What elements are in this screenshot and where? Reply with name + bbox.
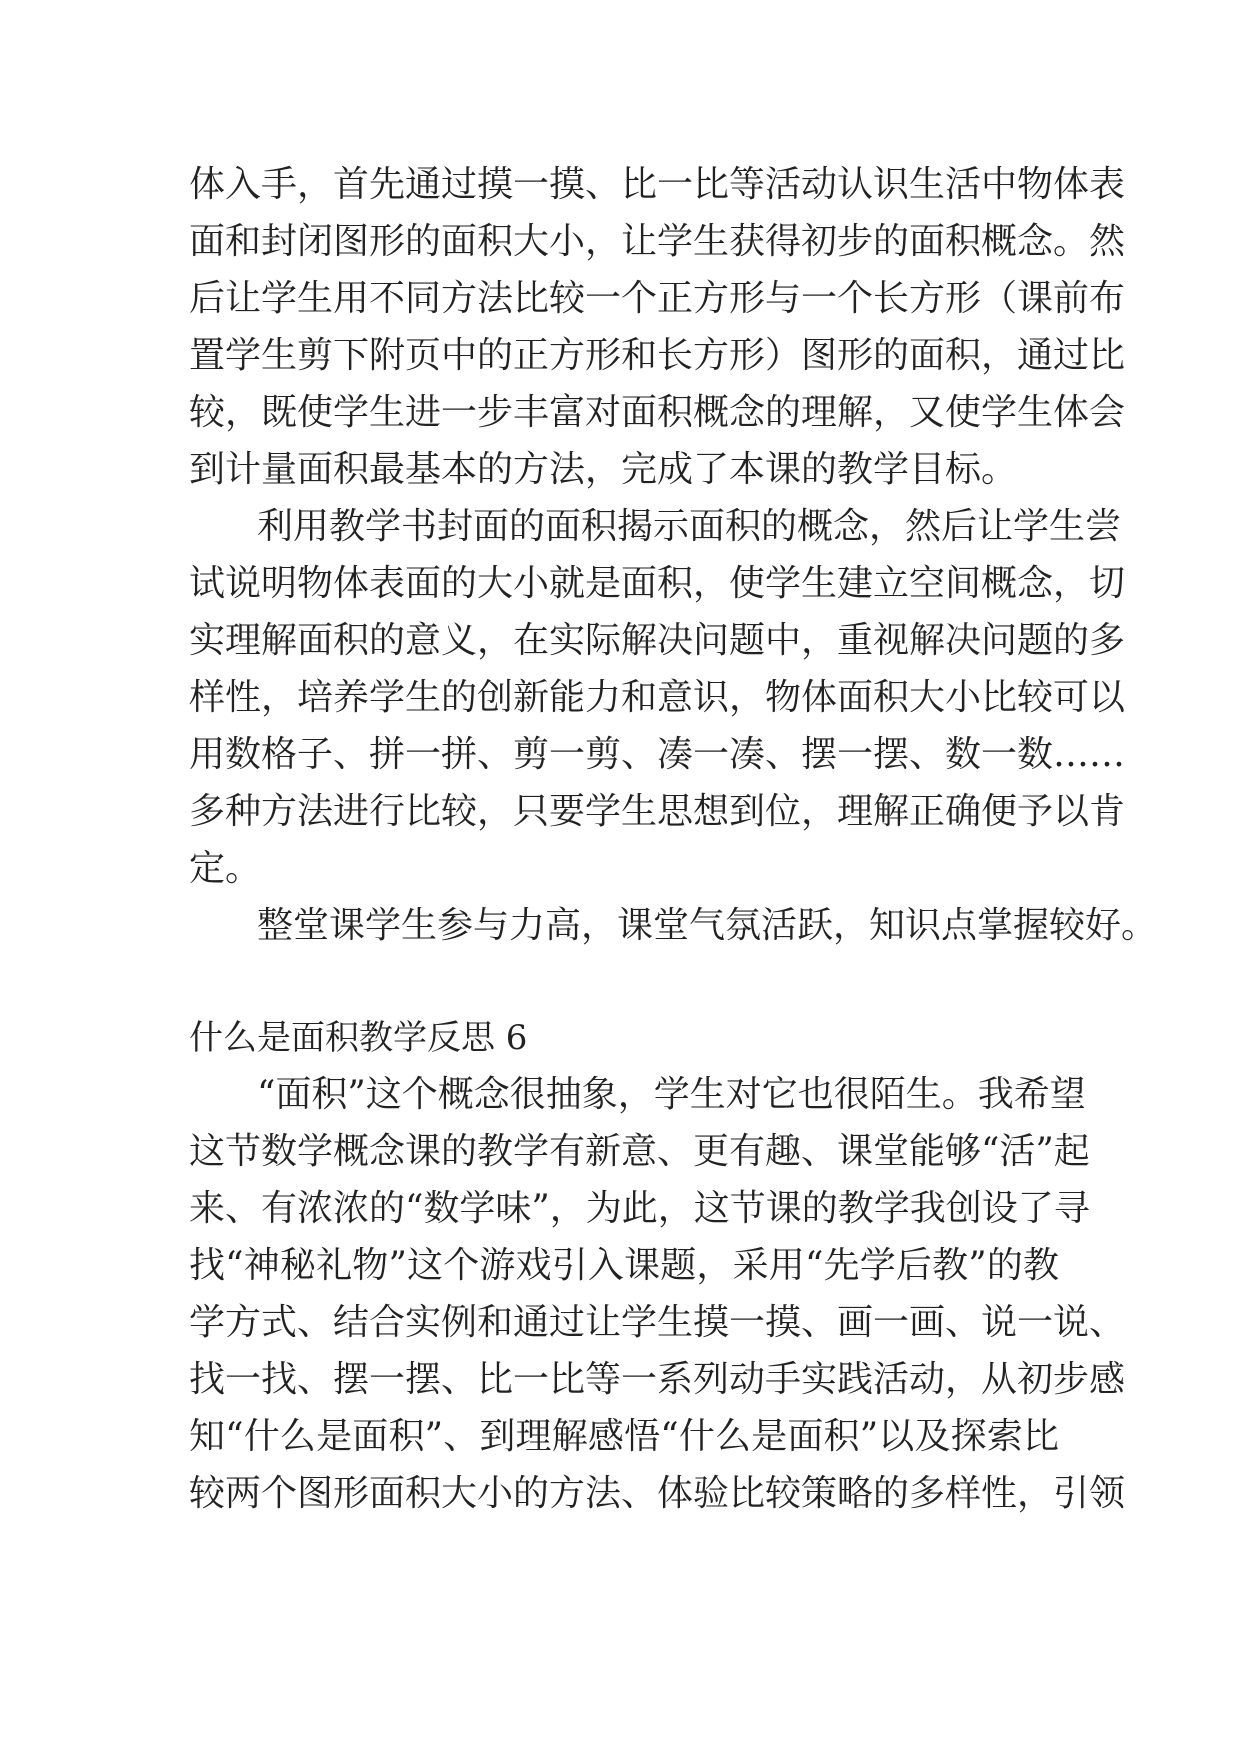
paragraph-4-line-6: 找一找、摆一摆、比一比等一系列动手实践活动，从初步感: [189, 1359, 1126, 1400]
paragraph-2-line-1: 利用教学书封面的面积揭示面积的概念，然后让学生尝: [257, 506, 1122, 547]
paragraph-1-line-1: 体入手，首先通过摸一摸、比一比等活动认识生活中物体表: [189, 164, 1126, 205]
paragraph-1-line-5: 较，既使学生进一步丰富对面积概念的理解，又使学生体会: [189, 392, 1126, 433]
paragraph-1-line-6: 到计量面积最基本的方法，完成了本课的教学目标。: [189, 449, 1018, 490]
paragraph-1-line-3: 后让学生用不同方法比较一个正方形与一个长方形（课前布: [189, 278, 1126, 319]
paragraph-1-line-2: 面和封闭图形的面积大小，让学生获得初步的面积概念。然: [189, 221, 1126, 262]
paragraph-2-line-6: 多种方法进行比较，只要学生思想到位，理解正确便予以肯: [189, 791, 1126, 832]
paragraph-2-line-7: 定。: [189, 848, 262, 889]
paragraph-4-line-7: 知“什么是面积”、到理解感悟“什么是面积”以及探索比: [189, 1416, 1059, 1457]
paragraph-4-line-4: 找“神秘礼物”这个游戏引入课题，采用“先学后教”的教: [189, 1245, 1059, 1286]
paragraph-1-line-4: 置学生剪下附页中的正方形和长方形）图形的面积，通过比: [189, 335, 1126, 376]
section-heading: 什么是面积教学反思 6: [189, 1018, 528, 1058]
paragraph-4-line-2: 这节数学概念课的教学有新意、更有趣、课堂能够“活”起: [189, 1131, 1090, 1172]
paragraph-2-line-3: 实理解面积的意义，在实际解决问题中，重视解决问题的多: [189, 620, 1126, 661]
paragraph-4-line-3: 来、有浓浓的“数学味”，为此，这节课的教学我创设了寻: [189, 1188, 1090, 1229]
paragraph-4-line-5: 学方式、结合实例和通过让学生摸一摸、画一画、说一说、: [189, 1302, 1126, 1343]
paragraph-4-line-8: 较两个图形面积大小的方法、体验比较策略的多样性，引领: [189, 1473, 1126, 1514]
paragraph-4-line-1: “面积”这个概念很抽象，学生对它也很陌生。我希望: [257, 1074, 1086, 1115]
paragraph-2-line-4: 样性，培养学生的创新能力和意识，物体面积大小比较可以: [189, 677, 1126, 718]
paragraph-2-line-5: 用数格子、拼一拼、剪一剪、凑一凑、摆一摆、数一数……: [189, 734, 1126, 775]
paragraph-3-line-1: 整堂课学生参与力高，课堂气氛活跃，知识点掌握较好。: [257, 905, 1158, 946]
paragraph-2-line-2: 试说明物体表面的大小就是面积，使学生建立空间概念，切: [189, 563, 1126, 604]
